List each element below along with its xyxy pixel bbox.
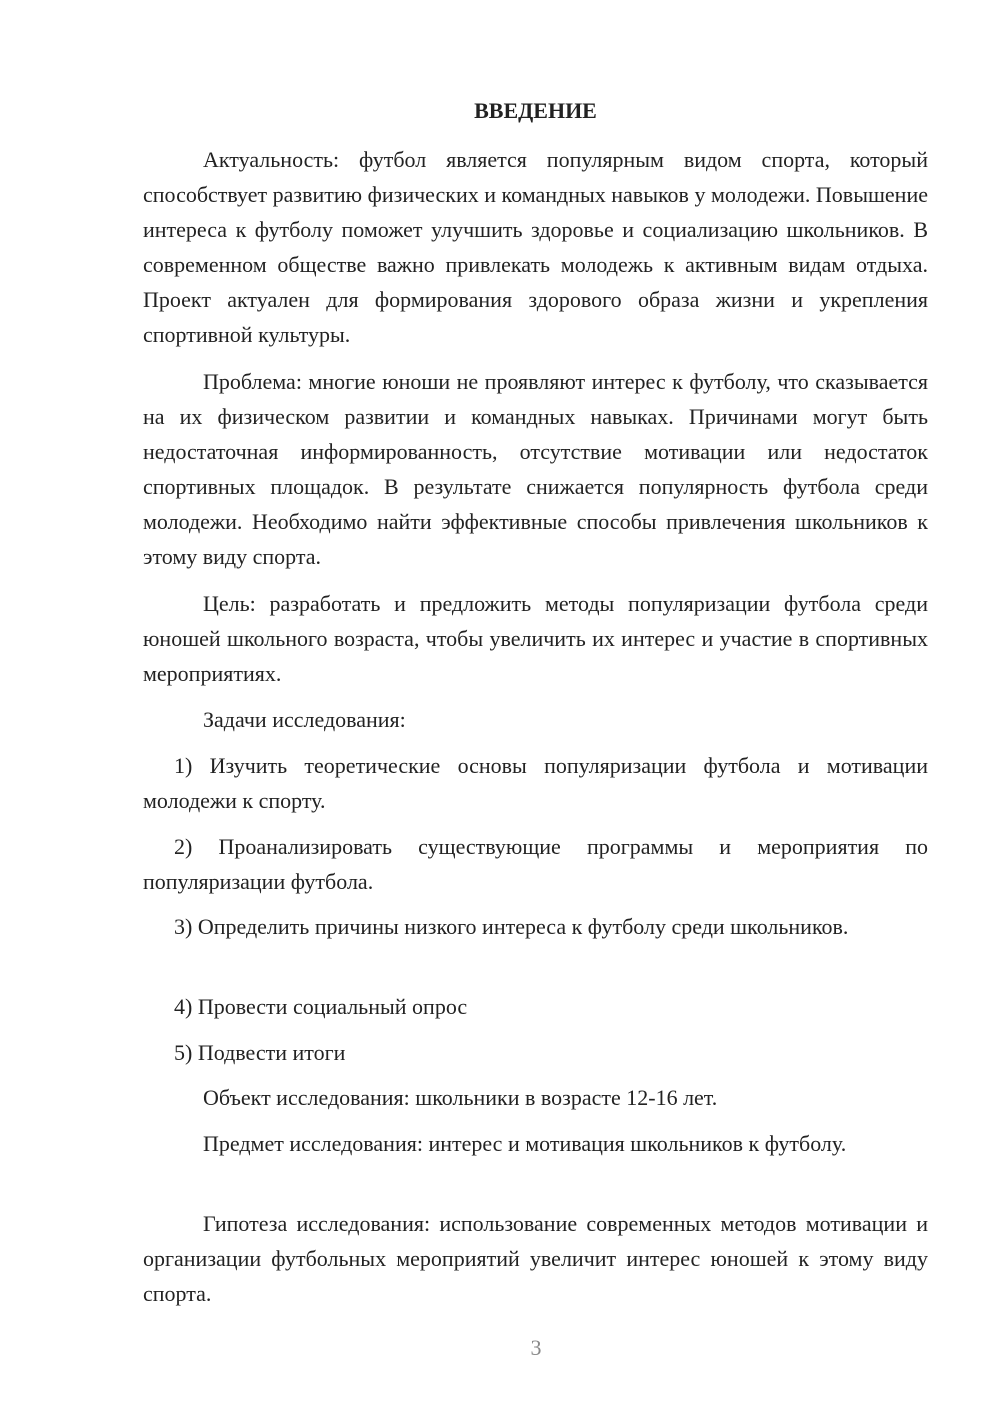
list-item-task-1: 1) Изучить теоретические основы популяризации футбола и мотивации молодежи к спорту. [143, 753, 928, 813]
paragraph-subject: Предмет исследования: интерес и мотивация школьников к футболу. [203, 1131, 847, 1156]
page-title: ВВЕДЕНИЕ [474, 98, 597, 123]
paragraph-relevance: Актуальность: футбол является популярным видом спорта, который способствует развитию физических и командных навыков у молодежи. Повышение интереса к футболу поможет улучшить здоровье и социализацию школьников. В современном обществе важно привлекать молодежь к активным видам отдыха. Проект актуален для формирования здорового образа жизни и укрепления спортивной культуры. [143, 147, 928, 347]
page-number: 3 [530, 1335, 542, 1360]
list-item-task-3: 3) Определить причины низкого интереса к футболу среди школьников. [174, 914, 849, 939]
paragraph-goal: Цель: разработать и предложить методы популяризации футбола среди юношей школьного возраста, чтобы увеличить их интерес и участие в спортивных мероприятиях. [143, 591, 928, 686]
paragraph-problem: Проблема: многие юноши не проявляют интерес к футболу, что сказывается на их физическом развитии и командных навыках. Причинами могут быть недостаточная информированность, отсутствие мотивации или недостаток спортивных площадок. В результате снижается популярность футбола среди молодежи. Необходимо найти эффективные способы привлечения школьников к этому виду спорта. [143, 369, 928, 569]
paragraph-hypothesis: Гипотеза исследования: использование современных методов мотивации и организации футбольных мероприятий увеличит интерес юношей к этому виду спорта. [143, 1211, 928, 1306]
paragraph-object: Объект исследования: школьники в возрасте 12-16 лет. [203, 1085, 718, 1110]
tasks-heading: Задачи исследования: [203, 707, 406, 732]
list-item-task-4: 4) Провести социальный опрос [174, 994, 468, 1019]
list-item-task-5: 5) Подвести итоги [174, 1040, 346, 1065]
list-item-task-2: 2) Проанализировать существующие программы и мероприятия по популяризации футбола. [143, 834, 928, 894]
